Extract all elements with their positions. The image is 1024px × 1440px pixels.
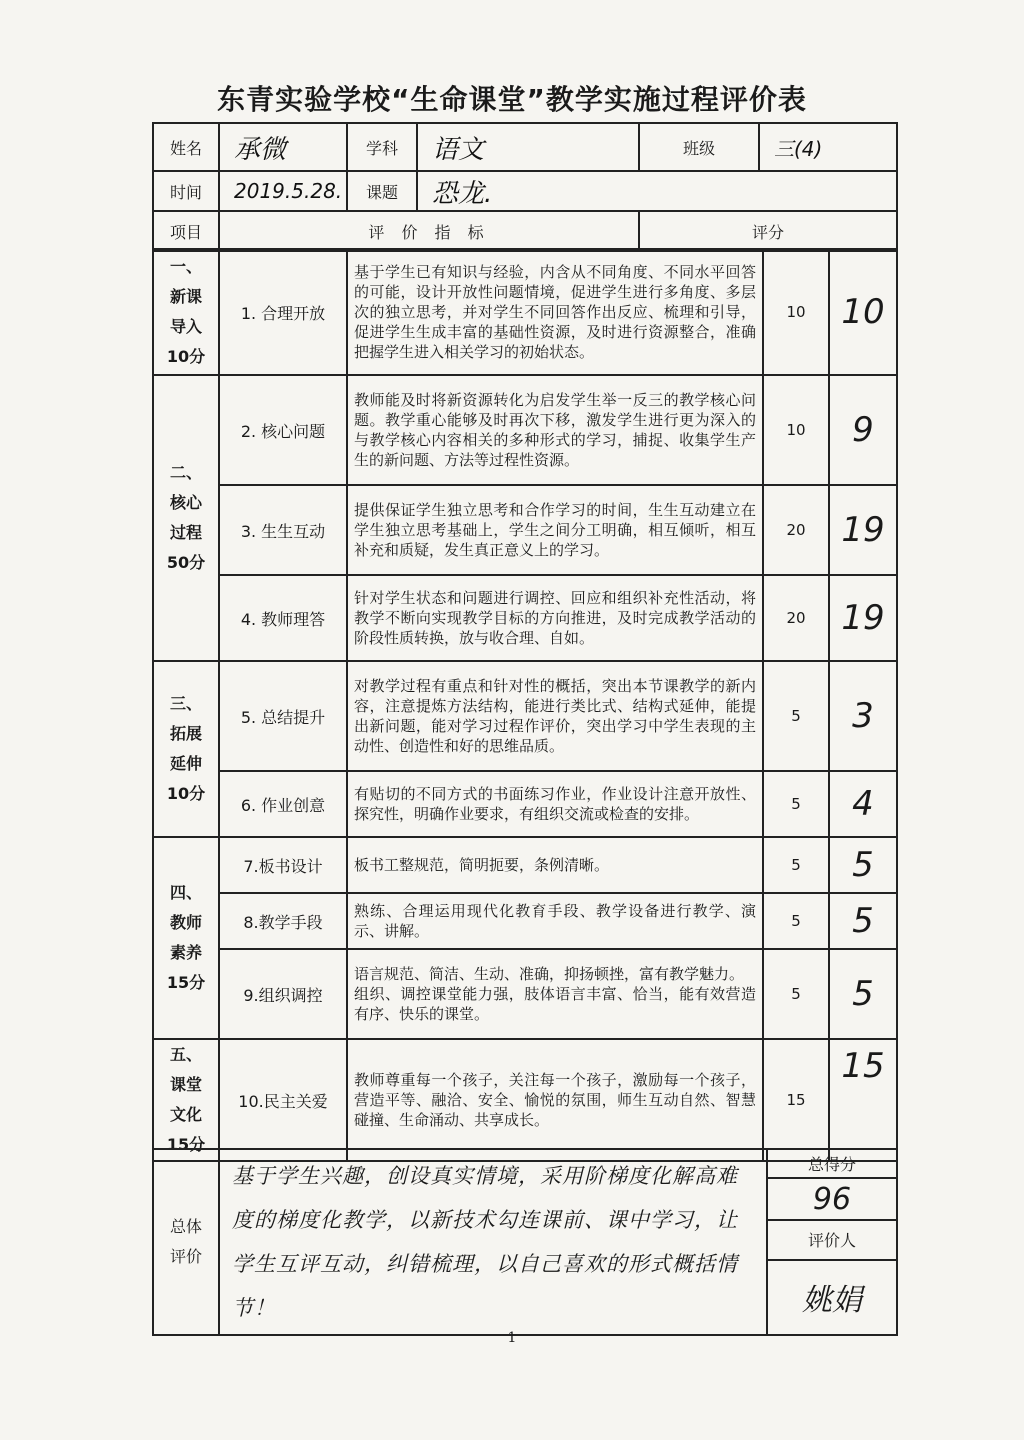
header-row-time [153, 171, 897, 211]
evaluation-table [152, 122, 898, 252]
table-row [153, 1039, 897, 1161]
given-score-cell: 5 [829, 893, 897, 949]
max-score-cell: 15 [763, 1039, 829, 1161]
item-cell: 10.民主关爱 [219, 1039, 347, 1161]
category-cell: 五、 课堂 文化 15分 [153, 1039, 219, 1161]
description-cell: 对教学过程有重点和针对性的概括，突出本节课教学的新内容，注意提炼方法结构，能进行类比式、结构式延伸，能提出新问题，能对学习过程作评价，突出学习中学生表现的主动性、创造性和好的思维品质。 [347, 661, 763, 771]
given-score-cell: 5 [829, 837, 897, 893]
given-score-cell: 9 [829, 375, 897, 485]
table-row [153, 893, 897, 949]
overall-table [152, 1148, 898, 1336]
item-cell: 3. 生生互动 [219, 485, 347, 575]
max-score-cell: 10 [763, 249, 829, 375]
name-label: 姓名 [153, 123, 219, 171]
table-row [153, 949, 897, 1039]
max-score-cell: 20 [763, 575, 829, 661]
given-score-cell: 19 [829, 575, 897, 661]
category-cell: 二、 核心 过程 50分 [153, 375, 219, 661]
table-row [153, 375, 897, 485]
description-cell: 基于学生已有知识与经验，内含从不同角度、不同水平回答的可能，设计开放性问题情境，促进学生进行多角度、多层次的独立思考，并对学生不同回答作出反应、梳理和引导，促进学生生成丰富的基础性资源，及时进行资源整合，准确把握学生进入相关学习的初始状态。 [347, 249, 763, 375]
page-number: 1 [507, 1330, 517, 1346]
given-score-cell: 4 [829, 771, 897, 837]
time-value: 2019.5.28. [219, 171, 347, 211]
max-score-cell: 10 [763, 375, 829, 485]
table-row [153, 771, 897, 837]
description-cell: 针对学生状态和问题进行调控、回应和组织补充性活动，将教学不断向实现教学目标的方向推进，及时完成教学活动的阶段性质转换，放与收合理、自如。 [347, 575, 763, 661]
topic-label: 课题 [347, 171, 417, 211]
name-value: 承微 [219, 123, 347, 171]
evaluation-body-table [152, 248, 898, 1162]
max-score-cell: 5 [763, 837, 829, 893]
item-cell: 6. 作业创意 [219, 771, 347, 837]
column-score: 评分 [639, 211, 897, 251]
max-score-cell: 5 [763, 949, 829, 1039]
max-score-cell: 5 [763, 661, 829, 771]
description-cell: 提供保证学生独立思考和合作学习的时间，生生互动建立在学生独立思考基础上，学生之间分工明确，相互倾听，相互补充和质疑，发生真正意义上的学习。 [347, 485, 763, 575]
column-indicator: 评 价 指 标 [219, 211, 639, 251]
overall-label: 总体 评价 [153, 1149, 219, 1335]
description-cell: 教师尊重每一个孩子，关注每一个孩子，激励每一个孩子，营造平等、融洽、安全、愉悦的氛围，师生互动自然、智慧碰撞、生命涌动、共享成长。 [347, 1039, 763, 1161]
max-score-cell: 20 [763, 485, 829, 575]
class-label: 班级 [639, 123, 759, 171]
item-cell: 1. 合理开放 [219, 249, 347, 375]
class-value: 三(4) [759, 123, 897, 171]
max-score-cell: 5 [763, 771, 829, 837]
time-label: 时间 [153, 171, 219, 211]
description-cell: 有贴切的不同方式的书面练习作业，作业设计注意开放性、探究性，明确作业要求，有组织交流或检查的安排。 [347, 771, 763, 837]
evaluator-signature: 姚娟 [767, 1260, 897, 1335]
overall-row-1 [153, 1149, 897, 1178]
category-cell: 四、 教师 素养 15分 [153, 837, 219, 1039]
column-item: 项目 [153, 211, 219, 251]
table-row [153, 485, 897, 575]
given-score-cell: 15 [829, 1039, 897, 1161]
overall-comment: 基于学生兴趣，创设真实情境，采用阶梯度化解高难度的梯度化教学，以新技术勾连课前、课中学习，让学生互评互动，纠错梳理，以自己喜欢的形式概括情节！ [219, 1149, 767, 1335]
max-score-cell: 5 [763, 893, 829, 949]
category-cell: 一、 新课 导入 10分 [153, 249, 219, 375]
table-row [153, 249, 897, 375]
item-cell: 5. 总结提升 [219, 661, 347, 771]
table-row [153, 575, 897, 661]
subject-value: 语文 [417, 123, 639, 171]
header-row-name [153, 123, 897, 171]
table-row [153, 837, 897, 893]
item-cell: 9.组织调控 [219, 949, 347, 1039]
topic-value: 恐龙. [417, 171, 897, 211]
given-score-cell: 19 [829, 485, 897, 575]
item-cell: 8.教学手段 [219, 893, 347, 949]
column-header-row [153, 211, 897, 251]
given-score-cell: 3 [829, 661, 897, 771]
description-cell: 语言规范、简洁、生动、准确，抑扬顿挫，富有教学魅力。 组织、调控课堂能力强，肢体语言丰富、恰当，能有效营造有序、快乐的课堂。 [347, 949, 763, 1039]
subject-label: 学科 [347, 123, 417, 171]
item-cell: 7.板书设计 [219, 837, 347, 893]
description-cell: 教师能及时将新资源转化为启发学生举一反三的教学核心问题。教学重心能够及时再次下移，激发学生进行更为深入的与教学核心内容相关的多种形式的学习，捕捉、收集学生产生的新问题、方法等过程性资源。 [347, 375, 763, 485]
item-cell: 4. 教师理答 [219, 575, 347, 661]
category-cell: 三、 拓展 延伸 10分 [153, 661, 219, 837]
given-score-cell: 10 [829, 249, 897, 375]
description-cell: 熟练、合理运用现代化教育手段、教学设备进行教学、演示、讲解。 [347, 893, 763, 949]
item-cell: 2. 核心问题 [219, 375, 347, 485]
total-score-value: 96 [767, 1178, 897, 1220]
total-score-label: 总得分 [767, 1149, 897, 1178]
given-score-cell: 5 [829, 949, 897, 1039]
evaluator-label: 评价人 [767, 1220, 897, 1260]
description-cell: 板书工整规范，简明扼要，条例清晰。 [347, 837, 763, 893]
page-title: 东青实验学校“生命课堂”教学实施过程评价表 [217, 83, 807, 116]
table-row [153, 661, 897, 771]
